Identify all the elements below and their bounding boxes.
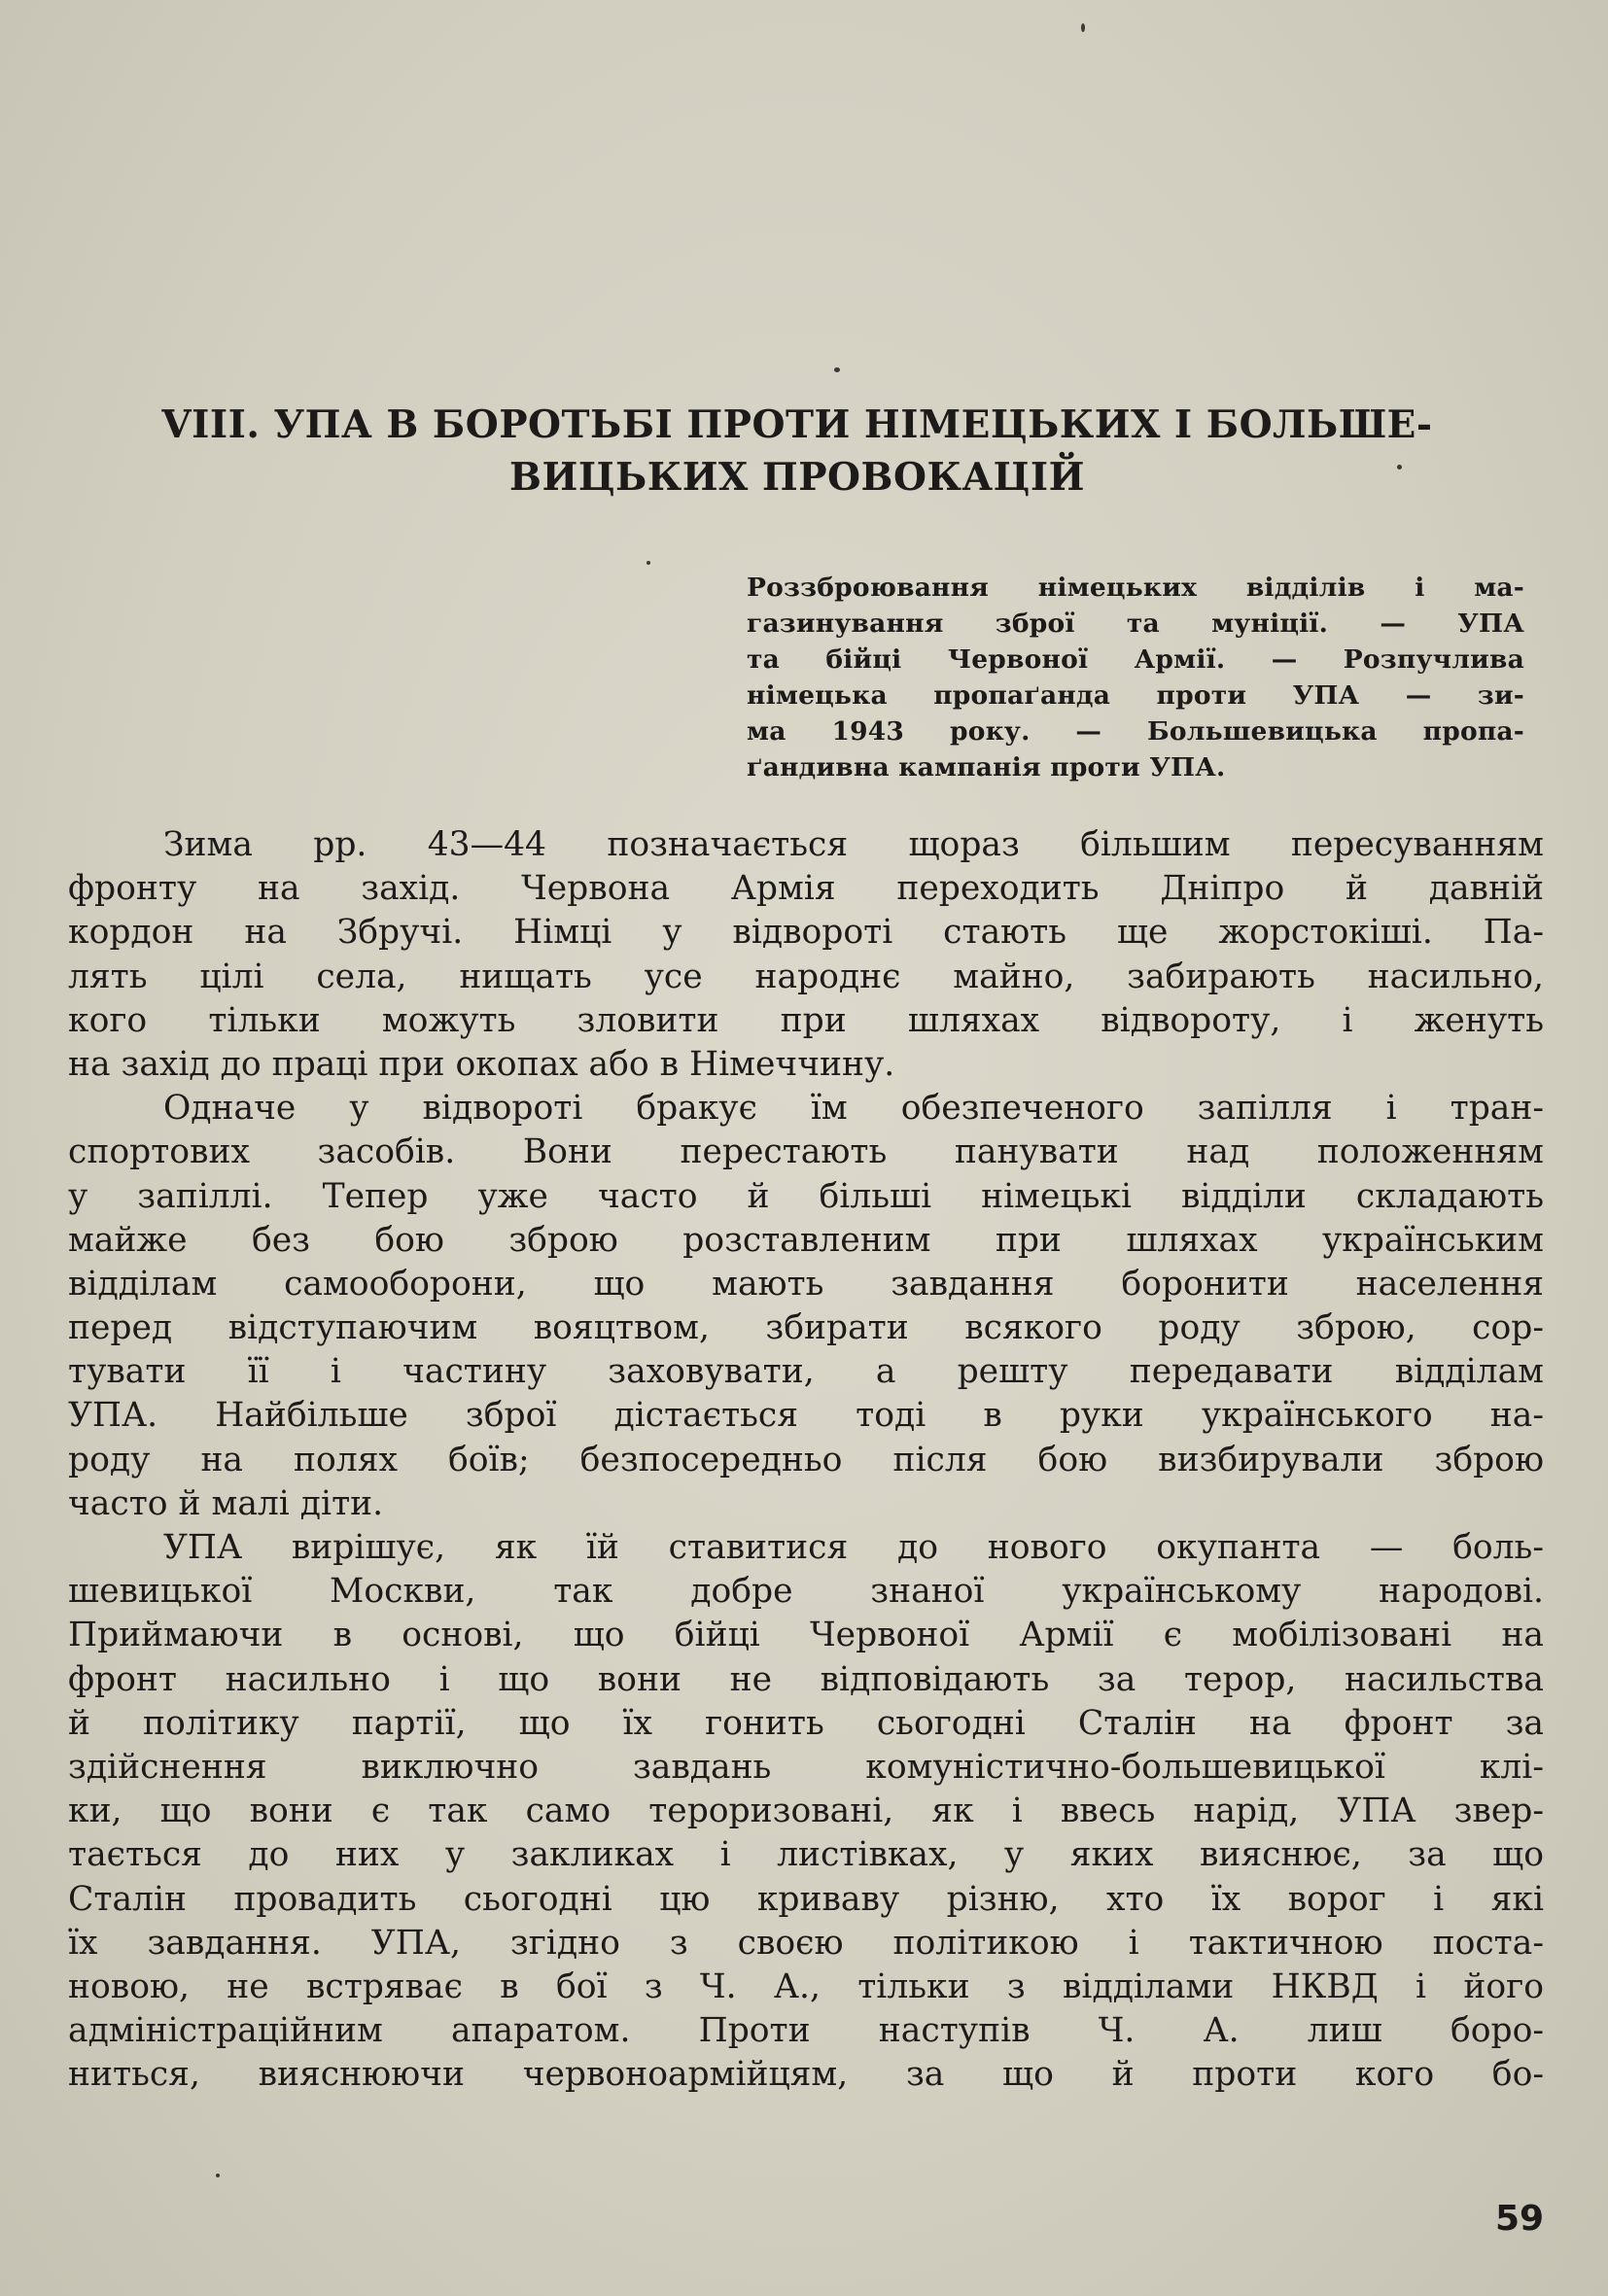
body-line: ки, що вони є так само тероризовані, як і ввесь нарід, УПА звер- [68,1792,1544,1831]
chapter-title [117,399,1478,504]
body-line: відділам самооборони, що мають завдання боронити населення [68,1264,1544,1304]
body-line: часто й малі діти. [68,1483,384,1523]
body-line: Одначе у відвороті бракує їм обезпеченого запілля і тран- [163,1089,1544,1129]
body-line: новою, не встряває в бої з Ч. А., тільки з відділами НКВД і його [68,1966,1544,2006]
body-text [68,823,1544,2097]
summary-line: німецька пропаґанда проти УПА — зи- [747,680,1524,711]
summary-line: та бійці Червоної Армії. — Розпучлива [747,644,1524,675]
body-line: майже без бою зброю розставленим при шляхах українським [68,1220,1544,1260]
body-line: Зима рр. 43—44 позначається щораз більшим пересуванням [163,825,1544,864]
body-line: на захід до праці при окопах або в Німеччину. [68,1044,895,1084]
chapter-title-line: VIII. УПА В БОРОТЬБІ ПРОТИ НІМЕЦЬКИХ І БОЛЬШЕ- [161,402,1433,447]
body-line: у запіллі. Тепер уже часто й більші німецькі відділи складають [68,1176,1544,1216]
body-line: Сталін провадить сьогодні цю криваву різню, хто їх ворог і які [68,1879,1544,1919]
body-line: тається до них у закликах і листівках, у яких вияснює, за що [68,1835,1544,1875]
body-line: тувати її і частину заховувати, а решту передавати відділам [68,1352,1544,1392]
body-line: фронт насильно і що вони не відповідають за терор, насильства [68,1659,1544,1699]
body-line: кордон на Збручі. Німці у відвороті стають ще жорстокіші. Па- [68,913,1544,953]
body-line: спортових засобів. Вони перестають панувати над положенням [68,1132,1544,1172]
body-line: роду на полях боїв; безпосередньо після бою визбирували зброю [68,1440,1544,1479]
body-line: Приймаючи в основі, що бійці Червоної Армії є мобілізовані на [68,1616,1544,1655]
body-line: адміністраційним апаратом. Проти наступів Ч. А. лиш боро- [68,2011,1544,2051]
body-line: здійснення виключно завдань комуністично-большевицької клі- [68,1747,1544,1787]
body-line: ниться, вияснюючи червоноармійцям, за що й проти кого бо- [68,2055,1544,2095]
body-line: кого тільки можуть зловити при шляхах відвороту, і женуть [68,1000,1544,1040]
body-line: УПА. Найбільше зброї дістається тоді в руки українського на- [68,1396,1544,1436]
body-line: шевицької Москви, так добре знаної українському народові. [68,1572,1544,1612]
print-speck [216,2174,220,2177]
body-line: фронту на захід. Червона Армія переходить Дніпро й давній [68,869,1544,909]
print-speck [1081,23,1085,32]
body-line: й політику партії, що їх гонить сьогодні Сталін на фронт за [68,1703,1544,1743]
summary-line: Роззброювання німецьких відділів і ма- [747,573,1524,603]
summary-line: газинування зброї та муніції. — УПА [747,609,1524,639]
body-line: їх завдання. УПА, згідно з своєю політикою і тактичною поста- [68,1923,1544,1963]
chapter-title-line: ВИЦЬКИХ ПРОВОКАЦІЙ [509,455,1085,500]
body-line: лять цілі села, нищать усе народнє майно, забирають насильно, [68,957,1544,996]
chapter-summary [747,570,1524,785]
page-number: 59 [1495,2199,1545,2239]
body-line: УПА вирішує, як їй ставитися до нового окупанта — боль- [163,1528,1544,1567]
body-line: перед відступаючим вояцтвом, збирати всякого роду зброю, сор- [68,1308,1544,1348]
summary-line: ґандивна кампанія проти УПА. [747,752,1226,783]
print-speck [834,367,840,372]
summary-line: ма 1943 року. — Большевицька пропа- [747,716,1524,747]
print-speck [647,561,650,565]
